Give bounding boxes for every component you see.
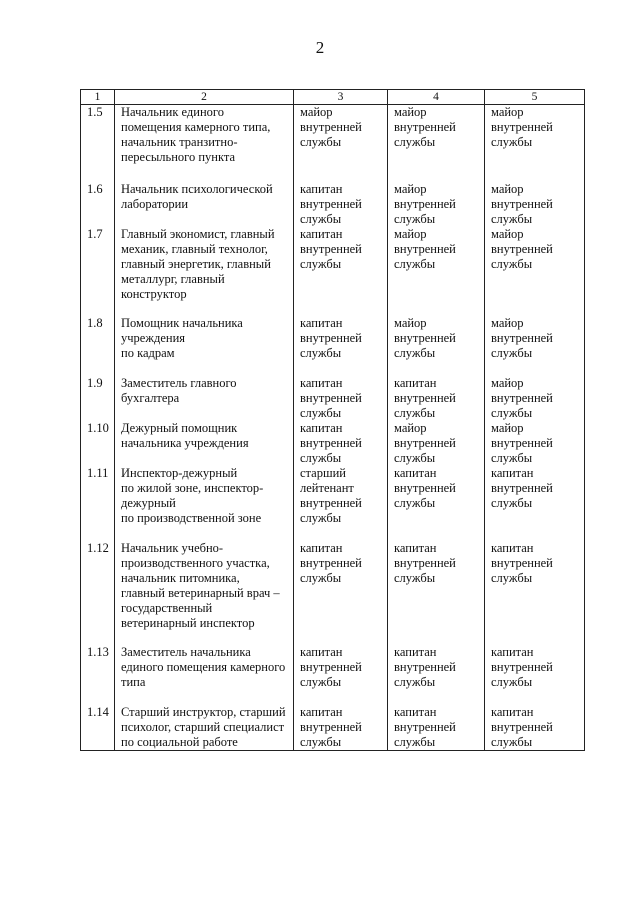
- row-number: 1.11: [81, 466, 115, 541]
- position-title: Главный экономист, главный механик, главный технолог, главный энергетик, главный металлург, главный конструктор: [115, 227, 294, 316]
- position-title: Инспектор-дежурный по жилой зоне, инспектор- дежурный по производственной зоне: [115, 466, 294, 541]
- position-title: Дежурный помощник начальника учреждения: [115, 421, 294, 466]
- ranks-table: [80, 89, 585, 751]
- column-header-1: 1: [81, 90, 115, 105]
- rank-col3: капитан внутренней службы: [294, 316, 388, 376]
- rank-col4: капитан внутренней службы: [388, 705, 485, 751]
- table-row: [81, 105, 585, 182]
- rank-col5: капитан внутренней службы: [485, 705, 585, 751]
- rank-col3: капитан внутренней службы: [294, 645, 388, 705]
- position-title: Заместитель начальника единого помещения камерного типа: [115, 645, 294, 705]
- row-number: 1.9: [81, 376, 115, 421]
- row-number: 1.10: [81, 421, 115, 466]
- rank-col5: майор внутренней службы: [485, 376, 585, 421]
- rank-col5: капитан внутренней службы: [485, 541, 585, 645]
- table-row: [81, 182, 585, 227]
- row-number: 1.5: [81, 105, 115, 182]
- rank-col5: капитан внутренней службы: [485, 466, 585, 541]
- rank-col3: капитан внутренней службы: [294, 705, 388, 751]
- position-title: Начальник учебно- производственного участка, начальник питомника, главный ветеринарный врач – государственный ветеринарный инспектор: [115, 541, 294, 645]
- position-title: Помощник начальника учреждения по кадрам: [115, 316, 294, 376]
- row-number: 1.8: [81, 316, 115, 376]
- rank-col4: майор внутренней службы: [388, 227, 485, 316]
- rank-col5: капитан внутренней службы: [485, 645, 585, 705]
- rank-col5: майор внутренней службы: [485, 182, 585, 227]
- rank-col5: майор внутренней службы: [485, 105, 585, 182]
- rank-col5: майор внутренней службы: [485, 421, 585, 466]
- table-row: [81, 705, 585, 751]
- rank-col3: капитан внутренней службы: [294, 541, 388, 645]
- table-row: [81, 227, 585, 316]
- rank-col3: капитан внутренней службы: [294, 227, 388, 316]
- row-number: 1.13: [81, 645, 115, 705]
- position-title: Старший инструктор, старший психолог, старший специалист по социальной работе: [115, 705, 294, 751]
- rank-col3: майор внутренней службы: [294, 105, 388, 182]
- column-header-4: 4: [388, 90, 485, 105]
- column-header-5: 5: [485, 90, 585, 105]
- position-title: Заместитель главного бухгалтера: [115, 376, 294, 421]
- rank-col4: капитан внутренней службы: [388, 541, 485, 645]
- table-row: [81, 645, 585, 705]
- rank-col5: майор внутренней службы: [485, 316, 585, 376]
- row-number: 1.12: [81, 541, 115, 645]
- rank-col3: капитан внутренней службы: [294, 376, 388, 421]
- position-title: Начальник единого помещения камерного типа, начальник транзитно- пересыльного пункта: [115, 105, 294, 182]
- row-number: 1.14: [81, 705, 115, 751]
- position-title: Начальник психологической лаборатории: [115, 182, 294, 227]
- page-number: 2: [315, 38, 325, 57]
- table-header-row: [81, 90, 585, 105]
- rank-col4: капитан внутренней службы: [388, 645, 485, 705]
- rank-col4: майор внутренней службы: [388, 182, 485, 227]
- rank-col4: майор внутренней службы: [388, 105, 485, 182]
- table-row: [81, 316, 585, 376]
- table-row: [81, 541, 585, 645]
- row-number: 1.7: [81, 227, 115, 316]
- table-row: [81, 421, 585, 466]
- rank-col4: капитан внутренней службы: [388, 466, 485, 541]
- column-header-2: 2: [115, 90, 294, 105]
- rank-col3: капитан внутренней службы: [294, 182, 388, 227]
- rank-col5: майор внутренней службы: [485, 227, 585, 316]
- column-header-3: 3: [294, 90, 388, 105]
- rank-col3: капитан внутренней службы: [294, 421, 388, 466]
- rank-col3: старший лейтенант внутренней службы: [294, 466, 388, 541]
- table-row: [81, 466, 585, 541]
- table-row: [81, 376, 585, 421]
- rank-col4: майор внутренней службы: [388, 316, 485, 376]
- rank-col4: майор внутренней службы: [388, 421, 485, 466]
- rank-col4: капитан внутренней службы: [388, 376, 485, 421]
- row-number: 1.6: [81, 182, 115, 227]
